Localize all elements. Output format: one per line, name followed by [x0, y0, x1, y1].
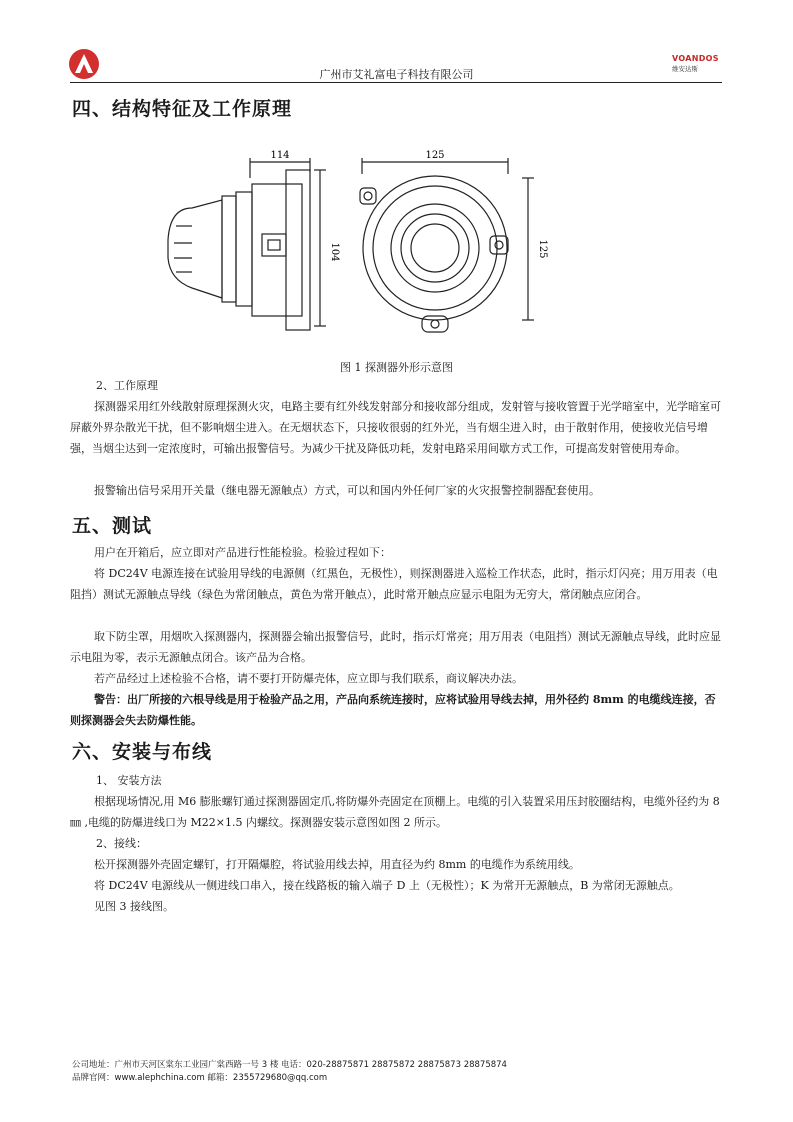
brand-name: VOANDOS	[672, 54, 719, 63]
section-5-title: 五、测试	[72, 515, 153, 537]
test-paragraph-3: 取下防尘罩，用烟吹入探测器内，探测器会输出报警信号，此时，指示灯常亮；用万用表（电阻挡）测试无源触点导线，此时应显示电阻为零，表示无源触点闭合。该产品为合格。	[70, 630, 721, 664]
install-paragraph-1: 根据现场情况,用 M6 膨胀螺钉通过探测器固定爪,将防爆外壳固定在顶棚上。电缆的引入装置采用压封胶圈结构，电缆外径约为 8㎜ ,电缆的防爆进线口为 M22×1.5 内螺纹。探测器安装示意图如图 2 所示。	[70, 795, 720, 829]
subsection-working-principle: 2、工作原理	[96, 379, 158, 392]
header-divider	[70, 82, 722, 83]
dim-front-height: 125	[537, 239, 548, 259]
wiring-paragraph-3: 见图 3 接线图。	[94, 900, 174, 913]
principle-paragraph-1: 探测器采用红外线散射原理探测火灾，电路主要有红外线发射部分和接收部分组成，发射管与接收管置于光学暗室中，光学暗室可屏蔽外界杂散光干扰，但不影响烟尘进入。在无烟状态下，只接收很弱的红外光，当有烟尘进入时，由于散射作用，使接收光信号增强，当烟尘达到一定浓度时，可输出报警信号。为减少干扰及降低功耗，发射电路采用间歇方式工作，可提高发射管使用寿命。	[70, 400, 721, 455]
test-paragraph-4: 若产品经过上述检验不合格，请不要打开防爆壳体，应立即与我们联系，商议解决办法。	[94, 672, 523, 685]
section-6-title: 六、安装与布线	[72, 741, 213, 763]
wiring-paragraph-2: 将 DC24V 电源线从一侧进线口串入，接在线路板的输入端子 D 上（无极性）；K 为常开无源触点，B 为常闭无源触点。	[94, 879, 680, 892]
dim-front-width: 125	[425, 150, 445, 161]
footer-website: 品牌官网：www.alephchina.com 邮箱：2355729680@qq.com	[72, 1073, 328, 1083]
wiring-paragraph-1: 松开探测器外壳固定螺钉，打开隔爆腔，将试验用线去掉，用直径为约 8mm 的电缆作为系统用线。	[94, 858, 580, 871]
dim-side-width: 114	[270, 150, 290, 161]
dim-side-height: 104	[329, 242, 340, 262]
test-paragraph-1: 用户在开箱后，应立即对产品进行性能检验。检验过程如下：	[94, 546, 391, 559]
subsection-wiring: 2、接线：	[96, 837, 147, 850]
warning-paragraph: 警告：出厂所接的六根导线是用于检验产品之用，产品向系统连接时，应将试验用导线去掉，用外径约 8mm 的电缆线连接，否则探测器会失去防爆性能。	[70, 693, 716, 727]
detector-outline-figure	[150, 148, 550, 338]
principle-paragraph-2: 报警输出信号采用开关量（继电器无源触点）方式，可以和国内外任何厂家的火灾报警控制器配套使用。	[94, 484, 600, 497]
header-company-name: 广州市艾礼富电子科技有限公司	[319, 68, 474, 81]
brand-logo	[672, 54, 728, 73]
test-paragraph-2: 将 DC24V 电源连接在试验用导线的电源侧（红黑色，无极性），则探测器进入巡检工作状态，此时，指示灯闪亮；用万用表（电阻挡）测试无源触点导线（绿色为常闭触点，黄色为常开触点），此时常开触点应显示电阻为无穷大，常闭触点应闭合。	[70, 567, 718, 601]
subsection-install-method: 1、 安装方法	[96, 774, 162, 787]
brand-name-cn: 维安达斯	[672, 65, 698, 73]
footer-address: 公司地址：广州市天河区棠东工业园广棠西路一号 3 楼 电话：020-28875871 28875872 28875873 28875874	[72, 1060, 507, 1070]
section-4-title: 四、结构特征及工作原理	[72, 98, 293, 120]
figure-1-caption: 图 1 探测器外形示意图	[340, 361, 453, 374]
